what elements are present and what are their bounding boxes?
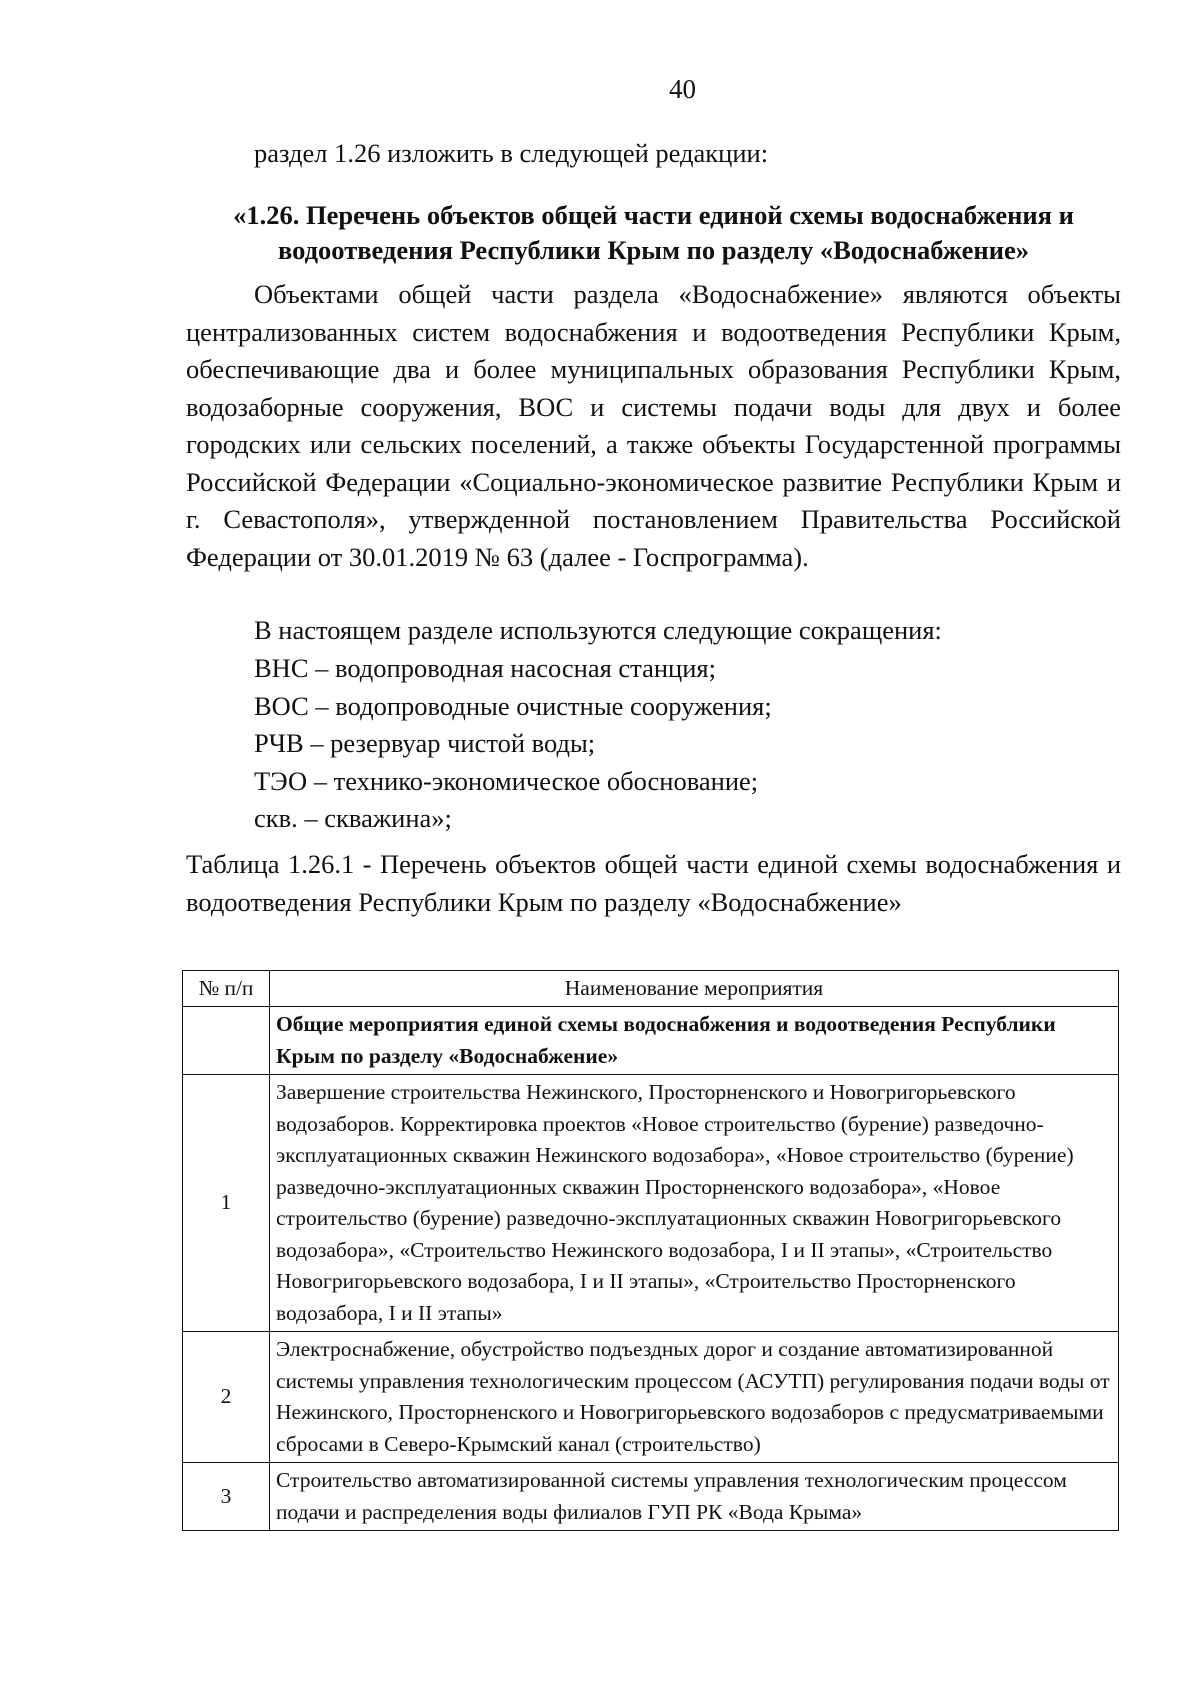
page-number: 40: [669, 74, 696, 104]
abbreviation-item: скв. – скважина»;: [254, 803, 452, 833]
measures-table: [182, 970, 1119, 1531]
section-heading-line-1: «1.26. Перечень объектов общей части единой схемы водоснабжения и: [233, 200, 1074, 230]
table-header-row: [183, 971, 1119, 1007]
abbreviation-item: ТЭО – технико-экономическое обоснование;: [254, 765, 759, 796]
table-row: [183, 1075, 1119, 1332]
column-header-number: № п/п: [183, 971, 270, 1007]
abbreviation-item: ВНС – водопроводная насосная станция;: [254, 653, 716, 683]
table-row: [183, 1463, 1119, 1531]
table-cell-text: Электроснабжение, обустройство подъездных дорог и создание автоматизированной системы управления технологическим процессом (АСУТП) регулирования подачи воды от Нежинского, Просторненского и Новогригорьевского водозаборов с предусматриваемыми сбросами в Северо-Крымский канал (строительство): [270, 1332, 1119, 1463]
section-heading-line-2: водоотведения Республики Крым по разделу «Водоснабжение»: [278, 235, 1029, 265]
abbreviations-list: [254, 650, 772, 838]
table-cell-number: 2: [183, 1332, 270, 1463]
table-group-row: [183, 1007, 1119, 1075]
section-heading: [186, 198, 1121, 268]
table-caption: Таблица 1.26.1 - Перечень объектов общей части единой схемы водоснабжения и водоотведения Республики Крым по разделу «Водоснабжение»: [186, 849, 1121, 917]
abbreviation-item: РЧВ – резервуар чистой воды;: [254, 728, 596, 758]
column-header-name: Наименование мероприятия: [270, 971, 1119, 1007]
table-cell-empty: [183, 1007, 270, 1075]
paragraph-objects: Объектами общей части раздела «Водоснабжение» являются объекты централизованных систем водоснабжения и водоотведения Республики Крым, обеспечивающие два и более муниципальных образования Республики Крым, водозаборные сооружения, ВОС и системы подачи воды для двух и более городских или сельских поселений, а также объекты Государстенной программы Российской Федерации «Социально-экономическое развитие Республики Крым и г. Севастополя», утвержденной постановлением Правительства Российской Федерации от 30.01.2019 № 63 (далее - Госпрограмма).: [186, 279, 1121, 572]
table-group-title: Общие мероприятия единой схемы водоснабжения и водоотведения Республики Крым по разделу «Водоснабжение»: [270, 1007, 1119, 1075]
table-cell-text: Завершение строительства Нежинского, Просторненского и Новогригорьевского водозаборов. Корректировка проектов «Новое строительство (бурение) разведочно-эксплуатационных скважин Нежинского водозабора», «Новое строительство (бурение) разведочно-эксплуатационных скважин Просторненского водозабора», «Новое строительство (бурение) разведочно-эксплуатационных скважин Новогригорьевского водозабора», «Строительство Нежинского водозабора, I и II этапы», «Строительство Новогригорьевского водозабора, I и II этапы», «Строительство Просторненского водозабора, I и II этапы»: [270, 1075, 1119, 1332]
table-cell-text: Строительство автоматизированной системы управления технологическим процессом подачи и распределения воды филиалов ГУП РК «Вода Крыма»: [270, 1463, 1119, 1531]
abbreviations-intro: В настоящем разделе используются следующие сокращения:: [254, 615, 942, 645]
abbreviation-item: ВОС – водопроводные очистные сооружения;: [254, 690, 772, 721]
body-text: [186, 276, 1121, 576]
table-cell-number: 1: [183, 1075, 270, 1332]
intro-line: раздел 1.26 изложить в следующей редакции:: [254, 138, 769, 168]
table-cell-number: 3: [183, 1463, 270, 1531]
table-row: [183, 1332, 1119, 1463]
